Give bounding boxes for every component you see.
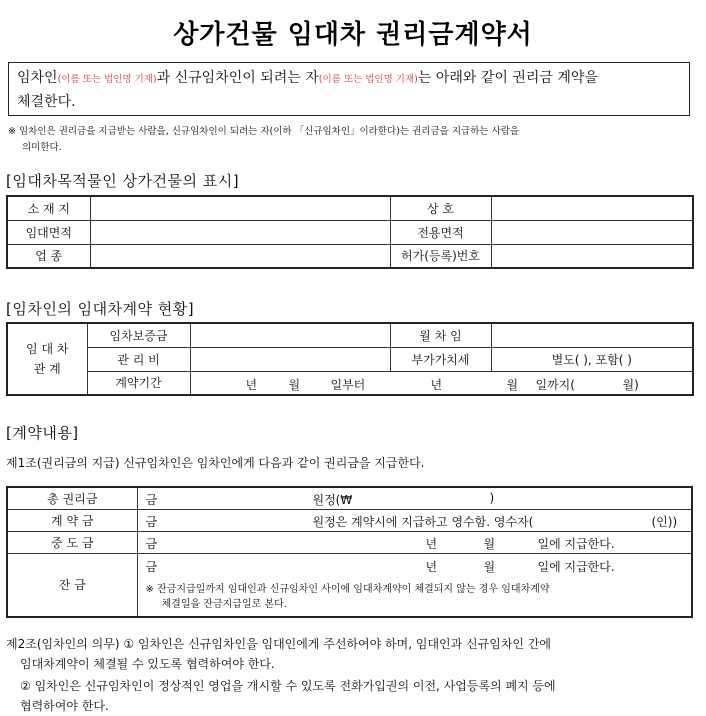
label-exclusive-area: 전용면적	[390, 220, 491, 244]
intro-word-tenant: 임차인	[17, 70, 58, 86]
balance-year: 년	[425, 559, 438, 574]
article-2-p2b: 협력하여야 한다.	[20, 699, 109, 713]
permit-number-field[interactable]	[491, 244, 693, 268]
section-lease-heading: [임차인의 임대차계약 현황]	[6, 300, 195, 318]
intro-word-3: 는 아래와 같이 권리금 계약을	[417, 70, 598, 86]
intro-word-2: 과 신규임차인이 되려는 자	[156, 70, 319, 86]
interim-payment-field[interactable]	[137, 531, 692, 553]
intro-hint-2: (이름 또는 법인명 기재)	[318, 74, 418, 85]
table-row	[7, 220, 693, 244]
period-month-2: 월	[506, 377, 519, 392]
balance-geum: 금	[145, 559, 158, 574]
label-vat: 부가가치세	[390, 347, 491, 371]
label-total-premium: 총 권리금	[7, 487, 137, 509]
property-table	[6, 195, 694, 269]
article-2-p2a: ② 임차인은 신규임차인이 정상적인 영업을 개시할 수 있도록 전화가입권의 이전, 사업등록의 폐지 등에	[20, 679, 556, 693]
label-permit-number: 허가(등록)번호	[390, 244, 491, 268]
section-terms-heading: [계약내용]	[6, 424, 79, 442]
table-row	[7, 196, 693, 220]
period-year-2: 년	[430, 377, 443, 392]
document-title: 상가건물 임대차 권리금계약서	[173, 20, 533, 50]
label-maintenance-fee: 관 리 비	[87, 347, 190, 371]
lease-status-table	[6, 322, 694, 396]
total-premium-field[interactable]	[137, 487, 692, 509]
article-1-body: 신규임차인은 임차인에게 다음과 같이 권리금을 지급한다.	[119, 456, 425, 470]
article-1	[6, 453, 696, 473]
total-geum: 금	[145, 493, 158, 508]
total-close: )	[489, 491, 495, 506]
article-2-head: 제2조(임차인의 의무)	[6, 637, 120, 651]
label-contract-period: 계약기간	[87, 371, 190, 395]
period-day-from: 일부터	[330, 377, 366, 392]
label-trade-name: 상 호	[390, 196, 491, 220]
interim-geum: 금	[145, 537, 158, 551]
label-lease-area: 임대면적	[7, 220, 90, 244]
intro-box	[8, 62, 690, 116]
interim-day: 일에 지급한다.	[537, 537, 615, 551]
label-balance: 잔 금	[7, 553, 137, 617]
note-line-1: ※ 임차인은 권리금을 지급받는 사람을, 신규임차인이 되려는 자(이하 「신규임차인」이라한다)는 권리금을 지급하는 사람을	[8, 126, 520, 137]
table-row	[7, 553, 692, 617]
balance-note-line-1: ※ 잔금지급일까지 임대인과 신규임차인 사이에 임대차계약이 체결되지 않는 경우 임대차계약	[145, 583, 550, 595]
note-line-2: 의미한다.	[22, 142, 62, 153]
lease-area-field[interactable]	[90, 220, 390, 244]
payment-table	[6, 486, 693, 618]
table-row	[7, 509, 692, 531]
down-close: (인))	[651, 515, 678, 529]
section-property-heading: [임대차목적물인 상가건물의 표시]	[6, 172, 240, 190]
label-business-type: 업 종	[7, 244, 90, 268]
interim-month: 월	[483, 537, 496, 551]
down-payment-field[interactable]	[137, 509, 692, 531]
intro-hint-1: (이름 또는 법인명 기재)	[57, 74, 157, 85]
balance-month: 월	[483, 559, 496, 574]
article-2-p1a: ① 임차인은 신규임차인을 임대인에게 주선하여야 하며, 임대인과 신규임차인 간에	[119, 637, 552, 651]
exclusive-area-field[interactable]	[491, 220, 693, 244]
total-won-text: 원정(₩	[312, 493, 353, 508]
table-row	[7, 347, 693, 371]
article-2-p1b: 임대차계약이 체결될 수 있도록 협력하여야 한다.	[20, 657, 275, 671]
vat-field[interactable]: 별도( ), 포함( )	[491, 347, 693, 371]
label-lease-relation	[7, 323, 87, 395]
table-row	[7, 323, 693, 347]
contract-period-field[interactable]	[190, 371, 693, 395]
article-2-p1	[6, 634, 696, 654]
address-field[interactable]	[90, 196, 390, 220]
balance-field[interactable]	[137, 553, 692, 617]
table-row	[7, 244, 693, 268]
table-row	[7, 531, 692, 553]
maintenance-fee-field[interactable]	[190, 347, 390, 371]
label-deposit: 임차보증금	[87, 323, 190, 347]
lease-relation-line-1: 임 대 차	[26, 342, 69, 356]
balance-day: 일에 지급한다.	[537, 559, 615, 574]
balance-note-line-2: 체결일을 잔금지급일로 본다.	[161, 598, 287, 610]
definition-note	[8, 124, 690, 156]
business-type-field[interactable]	[90, 244, 390, 268]
trade-name-field[interactable]	[491, 196, 693, 220]
monthly-rent-field[interactable]	[491, 323, 693, 347]
down-won-text: 원정은 계약시에 지급하고 영수함. 영수자(	[312, 515, 534, 529]
table-row	[7, 371, 693, 395]
period-month-1: 월	[288, 377, 301, 392]
article-2	[6, 634, 696, 716]
label-interim-payment: 중 도 금	[7, 531, 137, 553]
label-monthly-rent: 월 차 임	[390, 323, 491, 347]
lease-relation-line-2: 관 계	[33, 362, 61, 376]
label-address: 소 재 지	[7, 196, 90, 220]
down-geum: 금	[145, 515, 158, 529]
table-row	[7, 487, 692, 509]
deposit-field[interactable]	[190, 323, 390, 347]
article-1-head: 제1조(권리금의 지급)	[6, 456, 120, 470]
period-day-until: 일까지(	[535, 377, 575, 392]
period-year-1: 년	[245, 377, 258, 392]
label-down-payment: 계 약 금	[7, 509, 137, 531]
intro-line-2: 체결한다.	[17, 94, 76, 110]
period-months: 월)	[622, 377, 639, 392]
interim-year: 년	[425, 537, 438, 551]
